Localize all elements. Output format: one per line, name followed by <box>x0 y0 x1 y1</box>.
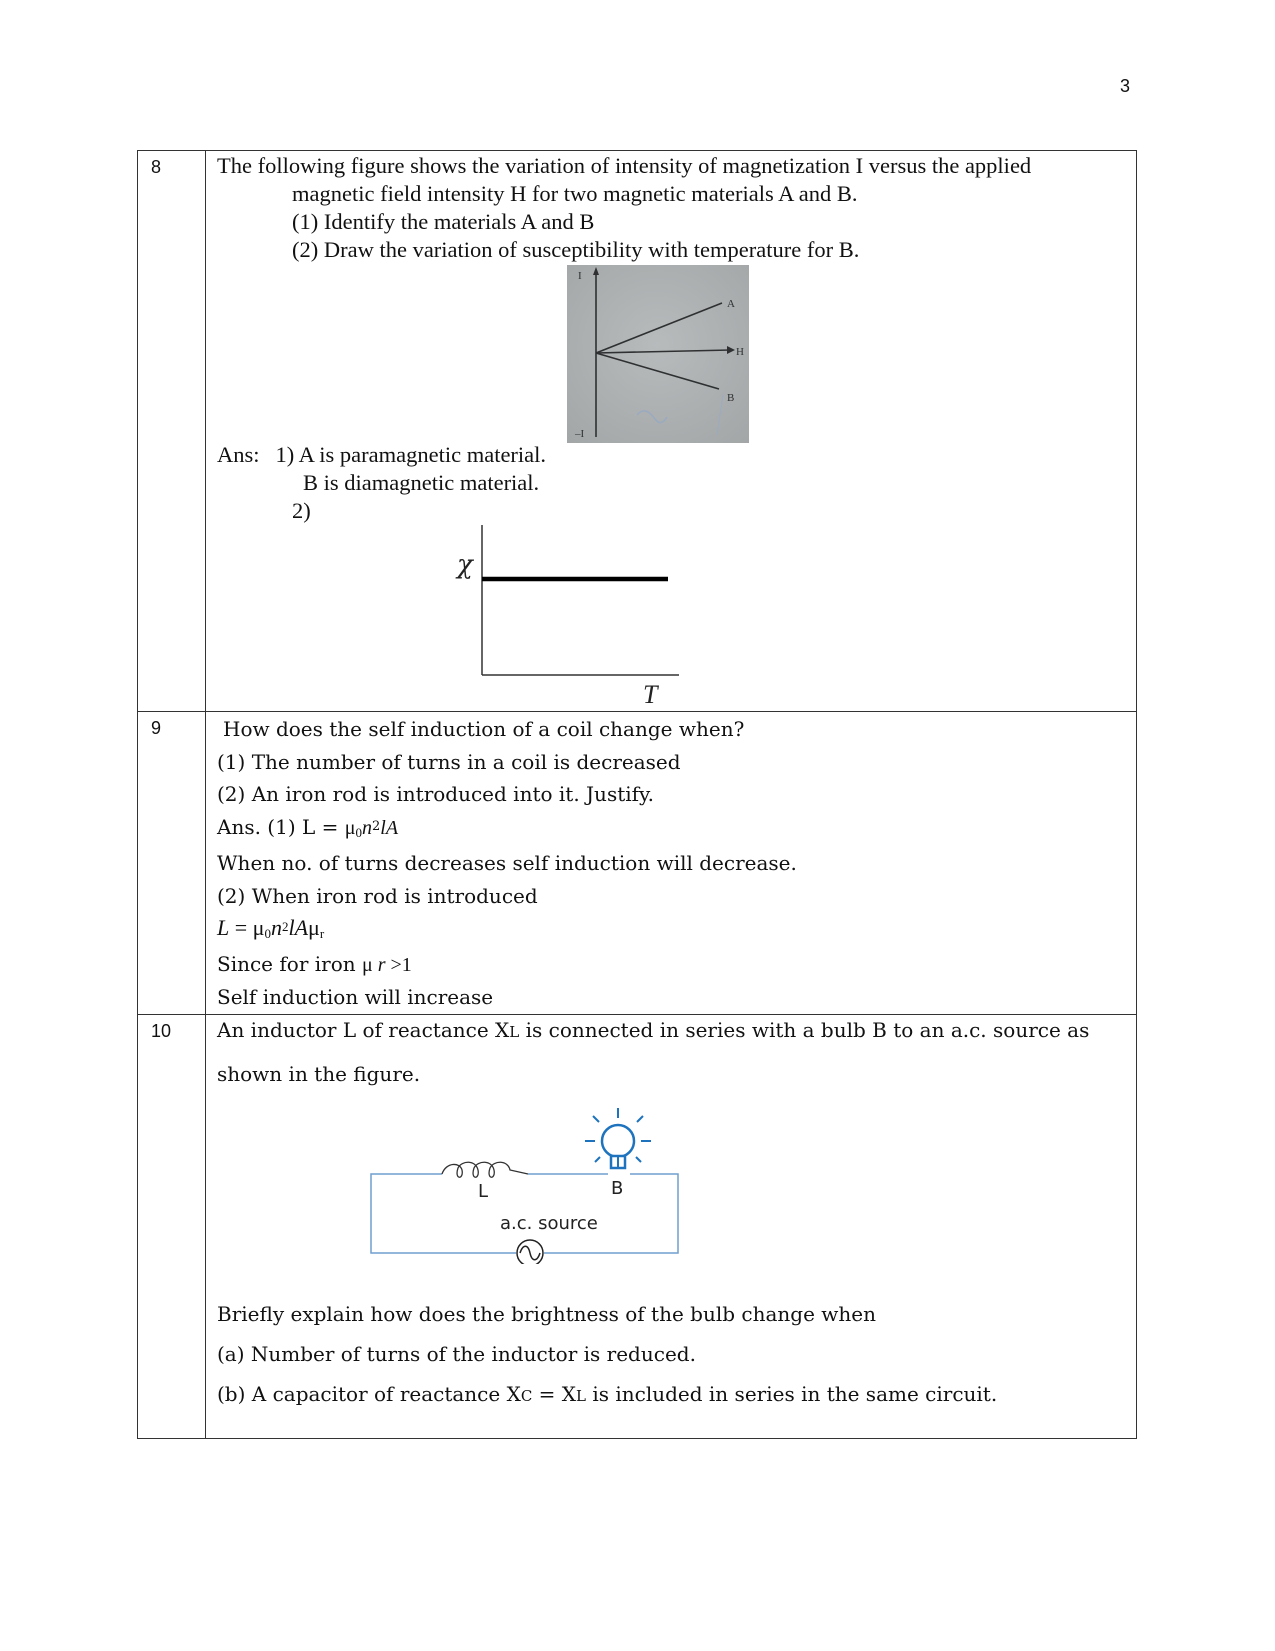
q10-part-b-a: (b) A capacitor of reactance X <box>217 1381 521 1406</box>
question-body-10 <box>206 1014 1137 1438</box>
q10-part-b-b: = X <box>532 1381 577 1406</box>
q9-ans-line2: When no. of turns decreases self induction will decrease. <box>217 851 797 875</box>
q9-answer-formula: Ans. (1) $L = \mu_0n^2lA$ <box>217 814 399 840</box>
figure-background <box>567 265 749 443</box>
figure-h-label: H <box>736 346 744 358</box>
q10-part-a: (a) Number of turns of the inductor is reduced. <box>217 1341 696 1366</box>
q9-ans-last: Self induction will increase <box>217 985 494 1009</box>
q9-since-suffix: >1 <box>385 953 412 976</box>
q10-sub-l-2: L <box>576 1386 586 1405</box>
question-body-9 <box>206 712 1137 1015</box>
q9-question: How does the self induction of a coil change when? <box>223 717 745 741</box>
question-number-9: 9 <box>138 712 206 1015</box>
q10-sub-c: C <box>520 1386 533 1405</box>
q8-part2: (2) Draw the variation of susceptibility with temperature for B. <box>292 237 860 262</box>
figure-neg-i-label: –I <box>575 428 585 440</box>
question-number-10: 10 <box>138 1014 206 1438</box>
q8-ans1b: B is diamagnetic material. <box>303 470 540 495</box>
bulb-icon <box>585 1108 651 1168</box>
q10-text-b: is connected in series with a bulb B to an a.c. source as <box>519 1017 1090 1042</box>
source-label: a.c. source <box>500 1212 598 1234</box>
q8-text-line1: The following figure shows the variation of intensity of magnetization I versus the applied <box>217 153 1032 178</box>
ans-label: Ans: <box>217 442 260 467</box>
question-body-8 <box>206 151 1137 712</box>
bulb-label: B <box>611 1177 624 1199</box>
figure-a-label: A <box>727 298 735 310</box>
q9-since-prefix: Since for iron <box>217 951 362 976</box>
chi-axis-label: χ <box>457 550 473 580</box>
q9-since-line: Since for iron μ r >1 <box>217 951 412 976</box>
t-axis-label: T <box>643 680 658 709</box>
q8-part1: (1) Identify the materials A and B <box>292 209 595 234</box>
page-number: 3 <box>1119 76 1130 96</box>
q9-ans-line3: (2) When iron rod is introduced <box>217 883 538 908</box>
question-number-8: 8 <box>138 151 206 712</box>
q8-ans1: 1) A is paramagnetic material. <box>275 442 547 467</box>
q8-answer-line1 <box>217 441 1136 469</box>
q10-sub-l: L <box>509 1022 520 1041</box>
ac-source-icon <box>517 1240 543 1264</box>
wire-left <box>371 1174 516 1253</box>
q10-part-b <box>217 1374 1136 1416</box>
inductor-coil <box>442 1162 528 1177</box>
q10-explain: Briefly explain how does the brightness of the bulb change when <box>217 1301 877 1326</box>
magnetization-figure <box>567 265 749 443</box>
question-row-9 <box>138 712 1137 1015</box>
circuit-diagram <box>368 1104 698 1264</box>
q9-formula-with-mu-r: $L = \mu_0n^2lA\mu_r$ <box>217 915 325 941</box>
q8-text-line2: magnetic field intensity H for two magnetic materials A and B. <box>292 181 858 206</box>
q8-ans2: 2) <box>292 498 311 523</box>
q9-part2: (2) An iron rod is introduced into it. Justify. <box>217 782 655 806</box>
question-row-8 <box>138 151 1137 712</box>
question-row-10 <box>138 1014 1137 1438</box>
q10-text-line1 <box>217 1016 1136 1046</box>
inductor-label: L <box>478 1180 489 1202</box>
q10-text-line2: shown in the figure. <box>217 1061 421 1086</box>
susceptibility-graph <box>447 523 727 711</box>
q10-part-b-c: is included in series in the same circuit. <box>585 1381 998 1406</box>
figure-b-label: B <box>727 392 735 404</box>
question-table <box>137 150 1137 1439</box>
q10-text-a: An inductor L of reactance X <box>217 1017 510 1042</box>
q9-ans-prefix: Ans. (1) L = <box>217 814 345 839</box>
q9-part1: (1) The number of turns in a coil is decreased <box>217 749 681 774</box>
figure-i-label: I <box>578 270 582 282</box>
